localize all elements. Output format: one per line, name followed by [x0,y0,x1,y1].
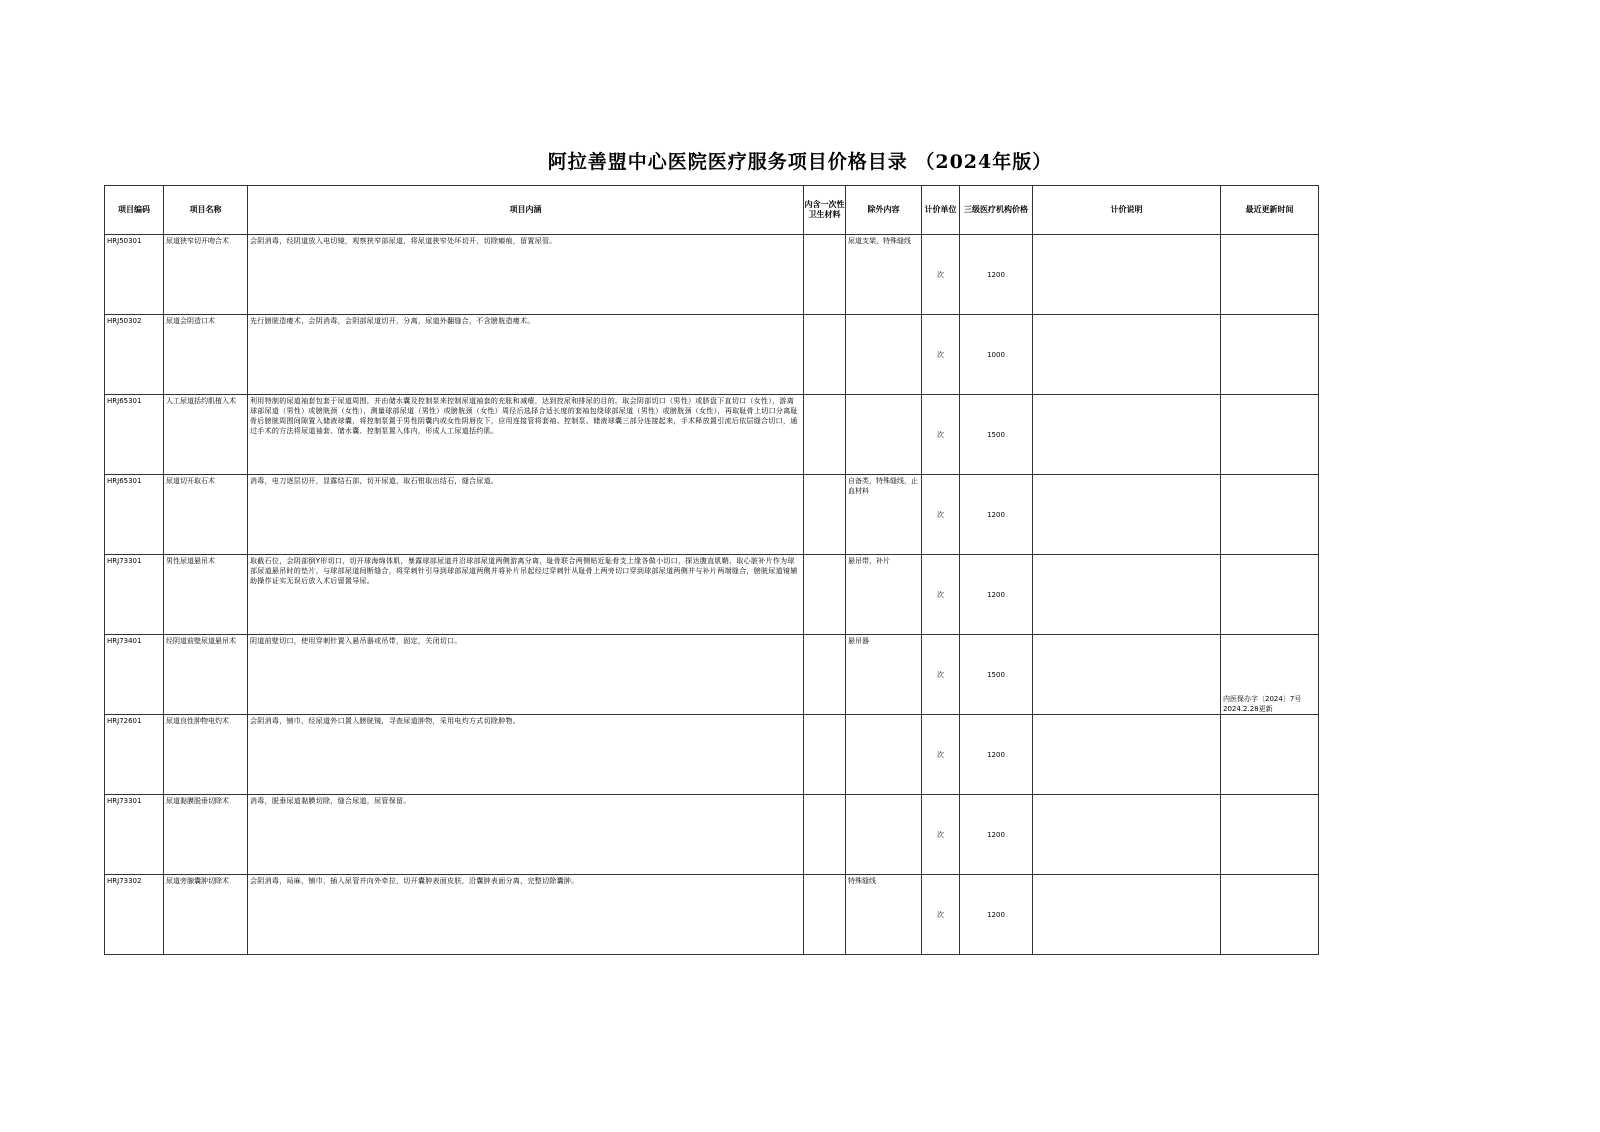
item-content: 会阴消毒，经阴道放入电切镜，观察狭窄部尿道，将尿道狭窄处环切开，切除瘢痕，留置尿管。 [248,235,804,315]
item-price: 1500 [960,635,1033,715]
item-consumables [804,315,846,395]
item-content: 消毒，脱垂尿道黏膜切除，缝合尿道，尿管保留。 [248,795,804,875]
item-note [1033,795,1221,875]
item-note [1033,555,1221,635]
item-name: 尿道旁腺囊肿切除术 [164,875,248,955]
item-code: HRJ65301 [105,475,164,555]
item-price: 1500 [960,395,1033,475]
item-content: 利用特制的尿道袖套包套于尿道周围，并由储水囊及控制泵来控制尿道袖套的充胀和减瘪，达到控尿和排尿的目的。取会阴部切口（男性）或脐盘下直切口（女性），游离球部尿道（男性）或膀胱颈（女性），测量球部尿道（男性）或膀胱颈（女性）周径后选择合适长度的套袖包绕球部尿道（男性）或膀胱颈（女性），再取耻骨上切口分离耻骨后膀胱周围间隙置入储液球囊，将控制泵置于男性阴囊内或女性阴唇皮下，应用连接管将套袖、控制泵、储液球囊三部分连接起来，手术释放置引流后依层缝合切口，通过手术的方法将尿道袖套、储水囊、控制泵置入体内，形成人工尿道括约肌。 [248,395,804,475]
header-unit: 计价单位 [922,186,960,235]
item-code: HRJ73301 [105,795,164,875]
item-note [1033,235,1221,315]
header-note: 计价说明 [1033,186,1221,235]
table-row [105,235,1319,315]
item-code: HRJ50302 [105,315,164,395]
item-code: HRJ72601 [105,715,164,795]
table-row [105,555,1319,635]
item-price: 1200 [960,235,1033,315]
item-price: 1200 [960,715,1033,795]
item-updated: 内医保办字〔2024〕7号 2024.2.28更新 [1221,635,1319,715]
item-consumables [804,635,846,715]
item-exclude: 悬吊器 [846,635,922,715]
item-price: 1000 [960,315,1033,395]
item-consumables [804,395,846,475]
item-consumables [804,875,846,955]
item-consumables [804,475,846,555]
item-content: 阴道前壁切口，使用穿刺针置入悬吊器或吊带，固定，关闭切口。 [248,635,804,715]
item-consumables [804,235,846,315]
item-updated [1221,715,1319,795]
item-updated [1221,235,1319,315]
item-exclude: 悬吊带，补片 [846,555,922,635]
header-name: 项目名称 [164,186,248,235]
table-row [105,795,1319,875]
item-name: 男性尿道悬吊术 [164,555,248,635]
header-row [105,186,1319,235]
item-updated [1221,315,1319,395]
item-price: 1200 [960,795,1033,875]
item-consumables [804,555,846,635]
table-body [105,235,1319,955]
item-name: 尿道狭窄切开吻合术 [164,235,248,315]
item-exclude [846,715,922,795]
item-content: 取截石位，会阴部倒Y形切口，切开球海绵体肌，暴露球部尿道并沿球部尿道两侧游离分离，耻骨联合两侧贴近耻骨支上缘各做小切口，探达腹直肌鞘，取心脏补片作为球部尿道悬吊时的垫片，与球部尿道间断缝合，将穿刺针引导到球部尿道两侧并将补片吊起经过穿刺针从耻骨上两旁切口穿到球部尿道两侧并与补片两端缝合，膀胱尿道镜辅助操作证实无误后放入术后留置导尿。 [248,555,804,635]
item-note [1033,315,1221,395]
item-price: 1200 [960,475,1033,555]
item-consumables [804,715,846,795]
item-unit: 次 [922,315,960,395]
header-updated: 最近更新时间 [1221,186,1319,235]
header-consumables: 内含一次性卫生材料 [804,186,846,235]
item-unit: 次 [922,795,960,875]
item-code: HRJ65301 [105,395,164,475]
item-unit: 次 [922,235,960,315]
item-name: 尿道黏膜脱垂切除术 [164,795,248,875]
item-name: 人工尿道括约肌植入术 [164,395,248,475]
item-consumables [804,795,846,875]
item-code: HRJ73401 [105,635,164,715]
page-title: 阿拉善盟中心医院医疗服务项目价格目录 （2024年版） [547,151,1053,173]
item-exclude: 自备类，特殊缝线，止血材料 [846,475,922,555]
table-row [105,875,1319,955]
item-updated [1221,875,1319,955]
item-exclude: 特殊缝线 [846,875,922,955]
item-content: 消毒，电刀逐层切开，显露结石部，切开尿道，取石钳取出结石，缝合尿道。 [248,475,804,555]
item-note [1033,875,1221,955]
item-name: 尿道切开取石术 [164,475,248,555]
item-unit: 次 [922,715,960,795]
item-updated [1221,475,1319,555]
item-note [1033,475,1221,555]
price-catalog-table [104,185,1319,955]
item-unit: 次 [922,555,960,635]
item-code: HRJ73301 [105,555,164,635]
item-note [1033,635,1221,715]
item-unit: 次 [922,875,960,955]
item-name: 尿道良性肿物电灼术 [164,715,248,795]
item-exclude [846,315,922,395]
item-updated [1221,555,1319,635]
item-exclude: 尿道支架，特殊缝线 [846,235,922,315]
header-exclude: 除外内容 [846,186,922,235]
item-name: 经阴道前壁尿道悬吊术 [164,635,248,715]
item-content: 会阴消毒，局麻，铺巾，插入尿管并向外牵拉，切开囊肿表面皮肤，沿囊肿表面分离，完整切除囊肿。 [248,875,804,955]
item-updated [1221,395,1319,475]
item-updated [1221,795,1319,875]
item-name: 尿道会阴造口术 [164,315,248,395]
item-price: 1200 [960,555,1033,635]
item-price: 1200 [960,875,1033,955]
table-row [105,395,1319,475]
header-content: 项目内涵 [248,186,804,235]
item-content: 会阴消毒，铺巾，经尿道外口置入膀胱镜，寻查尿道肿物，采用电灼方式切除肿物。 [248,715,804,795]
table-row [105,315,1319,395]
item-code: HRJ73302 [105,875,164,955]
item-unit: 次 [922,395,960,475]
table-row [105,635,1319,715]
table-row [105,715,1319,795]
item-code: HRJ50301 [105,235,164,315]
item-note [1033,715,1221,795]
item-exclude [846,395,922,475]
item-unit: 次 [922,635,960,715]
item-unit: 次 [922,475,960,555]
header-code: 项目编码 [105,186,164,235]
item-exclude [846,795,922,875]
item-note [1033,395,1221,475]
table-row [105,475,1319,555]
item-content: 先行膀胱造瘘术，会阴消毒，会阴部尿道切开，分离，尿道外翻缝合，不含膀胱造瘘术。 [248,315,804,395]
header-price: 三级医疗机构价格 [960,186,1033,235]
